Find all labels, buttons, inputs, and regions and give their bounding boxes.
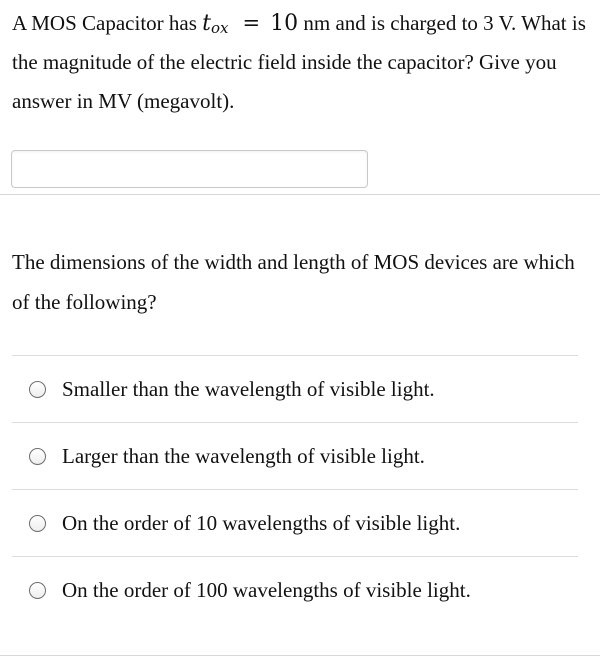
option-label: On the order of 10 wavelengths of visible light. xyxy=(62,510,461,535)
oxide-thickness-symbol: $t_{ox}$ xyxy=(202,11,229,37)
option-10-wavelengths[interactable] xyxy=(12,490,578,556)
radio-button[interactable] xyxy=(29,381,46,398)
option-smaller[interactable] xyxy=(12,356,578,422)
oxide-thickness-value: 10 xyxy=(270,11,299,36)
option-100-wavelengths[interactable] xyxy=(12,557,578,623)
section-divider xyxy=(0,194,600,195)
radio-button[interactable] xyxy=(29,515,46,532)
answer-options xyxy=(12,355,578,623)
question-1-body: nm and is charged to 3 V. What is the magnitude of the electric field inside the capacitor? Give you answer in MV (megavolt). xyxy=(12,11,586,113)
bottom-divider xyxy=(0,655,600,656)
question-1-text xyxy=(12,4,592,121)
equals-sign: = xyxy=(242,11,261,35)
option-larger[interactable] xyxy=(12,423,578,489)
radio-button[interactable] xyxy=(29,448,46,465)
question-1-intro: A MOS Capacitor has xyxy=(12,11,203,35)
option-label: On the order of 100 wavelengths of visible light. xyxy=(62,577,471,602)
answer-input[interactable] xyxy=(11,150,368,188)
option-label: Larger than the wavelength of visible light. xyxy=(62,443,425,468)
option-label: Smaller than the wavelength of visible light. xyxy=(62,376,435,401)
radio-button[interactable] xyxy=(29,582,46,599)
question-2-text: The dimensions of the width and length of MOS devices are which of the following? xyxy=(12,250,575,314)
